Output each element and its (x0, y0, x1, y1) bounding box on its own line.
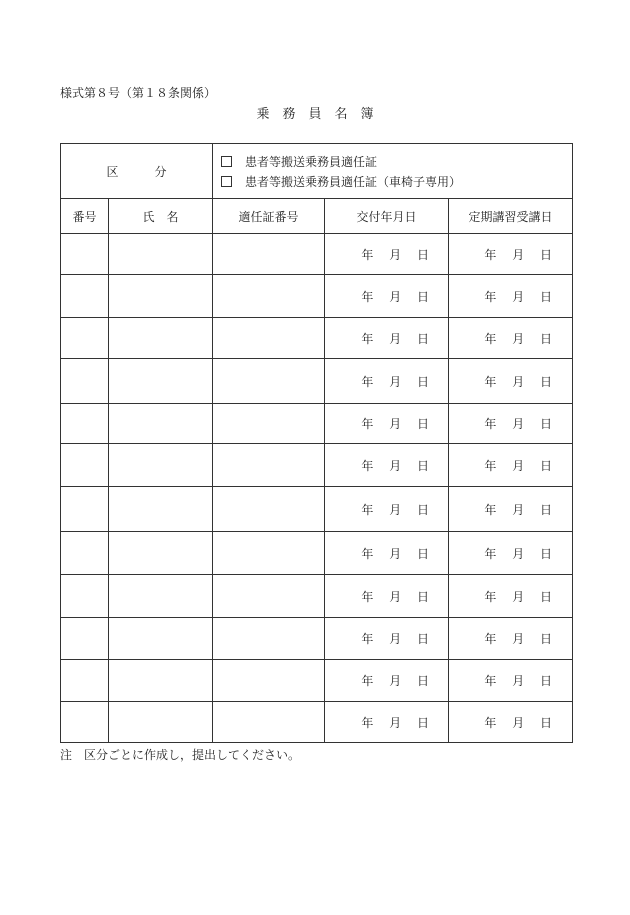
certificate-number-cell[interactable] (213, 575, 325, 618)
number-cell[interactable] (61, 487, 109, 532)
table-row (61, 444, 573, 487)
name-cell[interactable] (109, 618, 213, 660)
certificate-number-cell[interactable] (213, 275, 325, 318)
table-row (61, 275, 573, 318)
checkbox-icon[interactable] (221, 176, 232, 187)
issue-date-cell[interactable]: 年 月 日 (325, 660, 449, 702)
name-cell[interactable] (109, 318, 213, 359)
table-row (61, 532, 573, 575)
training-date-cell[interactable]: 年 月 日 (449, 359, 573, 404)
certificate-number-cell[interactable] (213, 532, 325, 575)
certificate-number-cell[interactable] (213, 618, 325, 660)
name-cell[interactable] (109, 444, 213, 487)
document-title: 乗 務 員 名 簿 (256, 107, 374, 122)
name-cell[interactable] (109, 359, 213, 404)
category-option-standard[interactable] (221, 151, 572, 171)
issue-date-cell[interactable]: 年 月 日 (325, 234, 449, 275)
certificate-number-cell[interactable] (213, 444, 325, 487)
table-row (61, 359, 573, 404)
training-date-cell[interactable]: 年 月 日 (449, 532, 573, 575)
checkbox-icon[interactable] (221, 156, 232, 167)
number-cell[interactable] (61, 318, 109, 359)
table-row (61, 618, 573, 660)
crew-roster-table (60, 143, 573, 743)
name-cell[interactable] (109, 660, 213, 702)
number-cell[interactable] (61, 532, 109, 575)
training-date-cell[interactable]: 年 月 日 (449, 318, 573, 359)
table-row (61, 318, 573, 359)
issue-date-cell[interactable]: 年 月 日 (325, 618, 449, 660)
table-row (61, 487, 573, 532)
issue-date-cell[interactable]: 年 月 日 (325, 702, 449, 743)
column-header-name: 氏 名 (109, 199, 213, 234)
issue-date-cell[interactable]: 年 月 日 (325, 318, 449, 359)
form-number: 様式第８号（第１８条関係） (60, 86, 217, 100)
certificate-number-cell[interactable] (213, 359, 325, 404)
training-date-cell[interactable]: 年 月 日 (449, 404, 573, 444)
issue-date-cell[interactable]: 年 月 日 (325, 444, 449, 487)
training-date-cell[interactable]: 年 月 日 (449, 575, 573, 618)
training-date-cell[interactable]: 年 月 日 (449, 444, 573, 487)
name-cell[interactable] (109, 702, 213, 743)
number-cell[interactable] (61, 275, 109, 318)
table-row (61, 404, 573, 444)
name-cell[interactable] (109, 532, 213, 575)
certificate-number-cell[interactable] (213, 234, 325, 275)
certificate-number-cell[interactable] (213, 404, 325, 444)
certificate-number-cell[interactable] (213, 702, 325, 743)
category-option-wheelchair[interactable] (221, 171, 572, 191)
training-date-cell[interactable]: 年 月 日 (449, 660, 573, 702)
category-row (61, 144, 573, 199)
table-row (61, 702, 573, 743)
number-cell[interactable] (61, 575, 109, 618)
issue-date-cell[interactable]: 年 月 日 (325, 404, 449, 444)
name-cell[interactable] (109, 275, 213, 318)
table-row (61, 575, 573, 618)
column-header-issue-date: 交付年月日 (325, 199, 449, 234)
category-option-label: 患者等搬送乗務員適任証 (245, 154, 378, 169)
column-header-number: 番号 (61, 199, 109, 234)
issue-date-cell[interactable]: 年 月 日 (325, 275, 449, 318)
footnote: 注 区分ごとに作成し，提出してください。 (60, 748, 301, 762)
certificate-number-cell[interactable] (213, 487, 325, 532)
name-cell[interactable] (109, 234, 213, 275)
name-cell[interactable] (109, 575, 213, 618)
category-label: 区 分 (61, 144, 213, 199)
column-header-training-date: 定期講習受講日 (449, 199, 573, 234)
number-cell[interactable] (61, 660, 109, 702)
number-cell[interactable] (61, 404, 109, 444)
column-header-row (61, 199, 573, 234)
name-cell[interactable] (109, 487, 213, 532)
training-date-cell[interactable]: 年 月 日 (449, 234, 573, 275)
category-option-label: 患者等搬送乗務員適任証（車椅子専用） (245, 174, 462, 189)
number-cell[interactable] (61, 618, 109, 660)
table-row (61, 234, 573, 275)
name-cell[interactable] (109, 404, 213, 444)
certificate-number-cell[interactable] (213, 318, 325, 359)
certificate-number-cell[interactable] (213, 660, 325, 702)
issue-date-cell[interactable]: 年 月 日 (325, 532, 449, 575)
training-date-cell[interactable]: 年 月 日 (449, 487, 573, 532)
issue-date-cell[interactable]: 年 月 日 (325, 575, 449, 618)
column-header-certificate-number: 適任証番号 (213, 199, 325, 234)
issue-date-cell[interactable]: 年 月 日 (325, 487, 449, 532)
training-date-cell[interactable]: 年 月 日 (449, 275, 573, 318)
table-row (61, 660, 573, 702)
number-cell[interactable] (61, 359, 109, 404)
training-date-cell[interactable]: 年 月 日 (449, 702, 573, 743)
number-cell[interactable] (61, 234, 109, 275)
training-date-cell[interactable]: 年 月 日 (449, 618, 573, 660)
category-options (213, 144, 573, 199)
number-cell[interactable] (61, 702, 109, 743)
issue-date-cell[interactable]: 年 月 日 (325, 359, 449, 404)
number-cell[interactable] (61, 444, 109, 487)
